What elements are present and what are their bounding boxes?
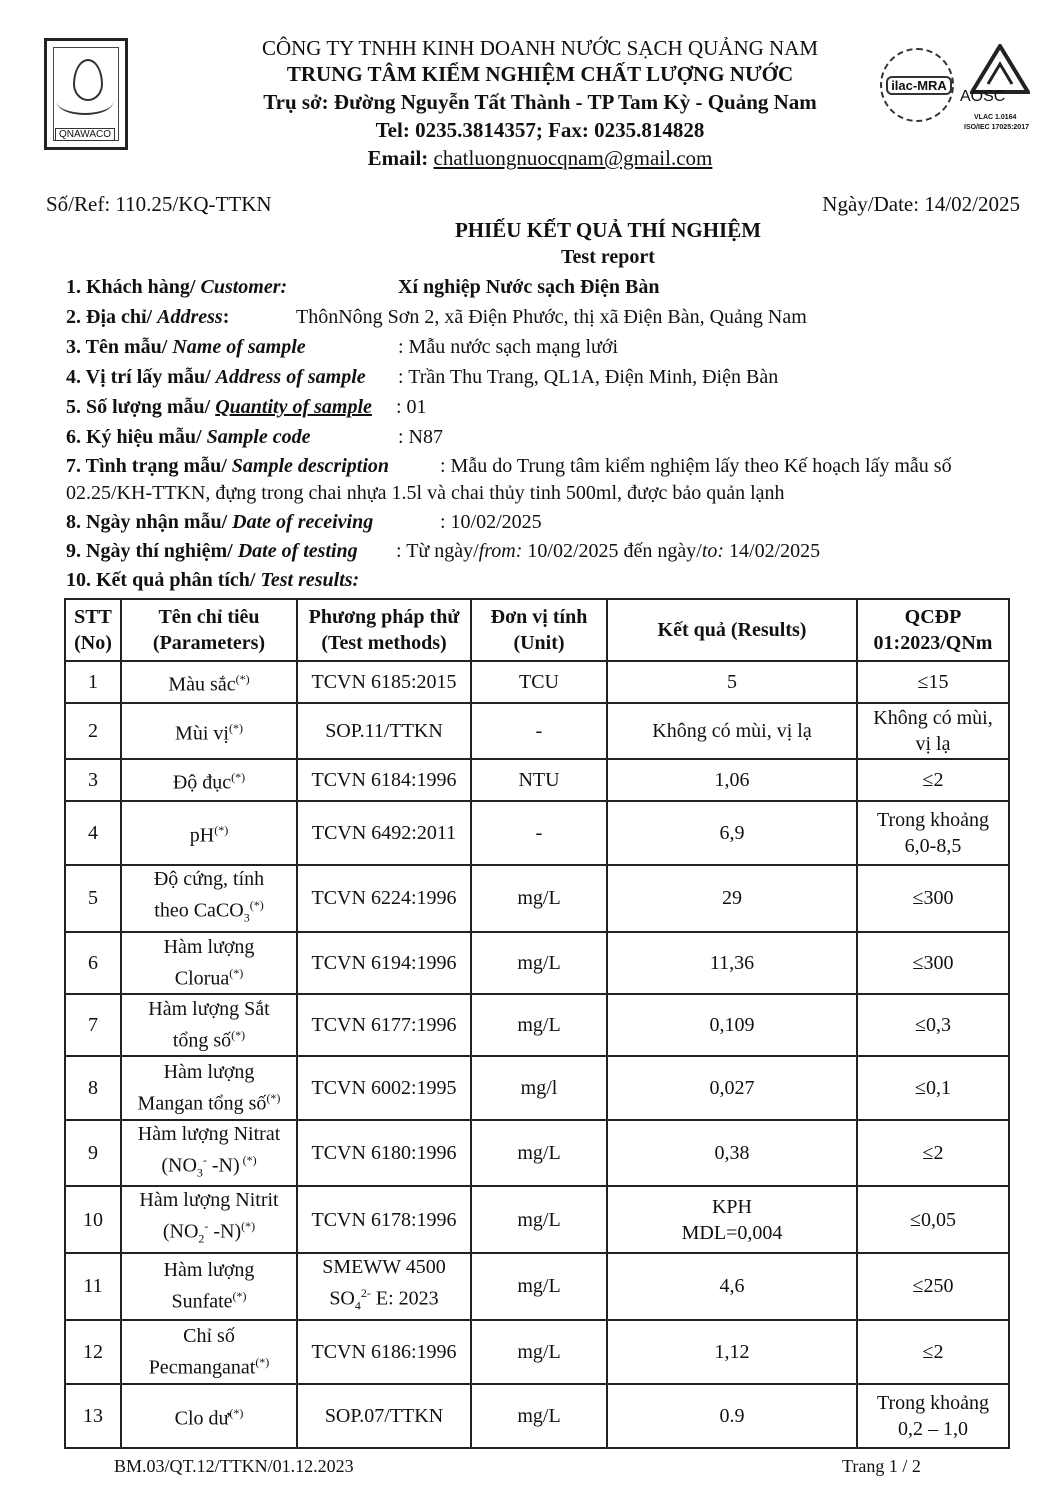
sample-description-value-2: 02.25/KH-TTKN, đựng trong chai nhựa 1.5l và chai thủy tinh 500ml, được bảo quản lạnh	[66, 482, 785, 504]
cell-result: 1,12	[607, 1320, 857, 1384]
company-name: CÔNG TY TNHH KINH DOANH NƯỚC SẠCH QUẢNG NAM	[261, 36, 819, 60]
table-row	[65, 1186, 1009, 1253]
cell-unit: mg/L	[471, 932, 607, 994]
aosc-text: AOSC	[960, 88, 1006, 105]
customer-value: Xí nghiệp Nước sạch Điện Bàn	[398, 276, 660, 298]
ilac-text: ilac-MRA	[886, 76, 952, 95]
cell-unit: mg/L	[471, 1320, 607, 1384]
cell-no: 9	[65, 1120, 121, 1187]
testing-date-value: : Từ ngày/from: 10/02/2025 đến ngày/to: 14/02/2025	[396, 540, 821, 562]
cell-method: SMEWW 4500 $SO_4^{2-}$ E: 2023	[297, 1253, 471, 1320]
customer-label: 1. Khách hàng/ Customer:	[66, 276, 288, 298]
cell-standard: ≤300	[857, 932, 1009, 994]
cell-parameter: Mùi vị(*)	[121, 703, 297, 759]
center-logo	[44, 38, 128, 150]
cell-parameter: Màu sắc(*)	[121, 661, 297, 703]
sample-quantity-value: : 01	[396, 396, 427, 418]
sample-description-label: 7. Tình trạng mẫu/ Sample description	[66, 455, 390, 477]
sample-location-value: : Trần Thu Trang, QL1A, Điện Minh, Điện Bàn	[398, 366, 779, 388]
cell-parameter: Hàm lượng Sắt tổng số(*)	[121, 994, 297, 1056]
cell-no: 3	[65, 759, 121, 801]
aosc-logo	[960, 44, 1040, 134]
table-header-row	[65, 599, 1009, 661]
cell-result: 0,38	[607, 1120, 857, 1187]
sample-code-label: 6. Ký hiệu mẫu/ Sample code	[66, 426, 311, 448]
cell-no: 11	[65, 1253, 121, 1320]
cell-standard: ≤2	[857, 1120, 1009, 1187]
cell-standard: ≤300	[857, 865, 1009, 932]
cell-method: TCVN 6492:2011	[297, 801, 471, 865]
email-label: Email:	[367, 146, 434, 170]
cell-result: Không có mùi, vị lạ	[607, 703, 857, 759]
cell-result: 1,06	[607, 759, 857, 801]
cell-no: 6	[65, 932, 121, 994]
table-row	[65, 994, 1009, 1056]
cell-no: 13	[65, 1384, 121, 1448]
testing-date-label: 9. Ngày thí nghiệm/ Date of testing	[66, 540, 358, 562]
cell-standard: Không có mùi, vị lạ	[857, 703, 1009, 759]
cell-method: TCVN 6186:1996	[297, 1320, 471, 1384]
results-table	[64, 598, 1010, 1449]
table-row	[65, 759, 1009, 801]
ilac-mra-logo	[880, 48, 954, 122]
table-row	[65, 1320, 1009, 1384]
report-subtitle: Test report	[561, 246, 655, 268]
cell-result: 6,9	[607, 801, 857, 865]
header-standard: QCĐP 01:2023/QNm	[857, 599, 1009, 661]
cell-no: 8	[65, 1056, 121, 1120]
report-date: Ngày/Date: 14/02/2025	[822, 192, 1020, 216]
header-parameters: Tên chỉ tiêu (Parameters)	[121, 599, 297, 661]
sample-code-value: : N87	[398, 426, 443, 448]
receiving-date-label: 8. Ngày nhận mẫu/ Date of receiving	[66, 511, 374, 533]
cell-no: 4	[65, 801, 121, 865]
email-line	[140, 146, 940, 171]
cell-parameter: Độ đục(*)	[121, 759, 297, 801]
cell-result: 0,027	[607, 1056, 857, 1120]
leaf-icon	[57, 89, 113, 115]
table-row	[65, 703, 1009, 759]
report-title: PHIẾU KẾT QUẢ THÍ NGHIỆM	[454, 218, 762, 242]
table-row	[65, 865, 1009, 932]
cell-unit: mg/L	[471, 865, 607, 932]
receiving-date-value: : 10/02/2025	[440, 511, 542, 533]
cell-standard: ≤2	[857, 759, 1009, 801]
table-row	[65, 932, 1009, 994]
form-code: BM.03/QT.12/TTKN/01.12.2023	[114, 1456, 354, 1476]
cell-no: 5	[65, 865, 121, 932]
aosc-iso: ISO/IEC 17025:2017	[964, 124, 1029, 131]
cell-standard: ≤0,1	[857, 1056, 1009, 1120]
cell-method: TCVN 6224:1996	[297, 865, 471, 932]
cell-result: 5	[607, 661, 857, 703]
cell-unit: mg/L	[471, 1253, 607, 1320]
cell-result: 11,36	[607, 932, 857, 994]
cell-no: 2	[65, 703, 121, 759]
center-name: TRUNG TÂM KIỂM NGHIỆM CHẤT LƯỢNG NƯỚC	[286, 62, 794, 86]
cell-parameter: Hàm lượng Nitrit ($NO_2^-$ -N)(*)	[121, 1186, 297, 1253]
address-value: ThônNông Sơn 2, xã Điện Phước, thị xã Điện Bàn, Quảng Nam	[296, 306, 807, 328]
cell-standard: ≤0,05	[857, 1186, 1009, 1253]
cell-unit: TCU	[471, 661, 607, 703]
cell-parameter: Hàm lượng Mangan tổng số(*)	[121, 1056, 297, 1120]
cell-parameter: Clo dư(*)	[121, 1384, 297, 1448]
sample-quantity-label: 5. Số lượng mẫu/ Quantity of sample	[66, 396, 372, 418]
cell-method: TCVN 6177:1996	[297, 994, 471, 1056]
table-row	[65, 1384, 1009, 1448]
head-office-address: Trụ sở: Đường Nguyễn Tất Thành - TP Tam Kỳ - Quảng Nam	[263, 90, 817, 114]
cell-unit: -	[471, 703, 607, 759]
cell-unit: NTU	[471, 759, 607, 801]
cell-standard: ≤0,3	[857, 994, 1009, 1056]
cell-no: 12	[65, 1320, 121, 1384]
email-link[interactable]: chatluongnuocqnam@gmail.com	[433, 146, 713, 170]
cell-method: TCVN 6178:1996	[297, 1186, 471, 1253]
cell-parameter: Hàm lượng Clorua(*)	[121, 932, 297, 994]
cell-standard: Trong khoảng 6,0-8,5	[857, 801, 1009, 865]
sample-description-value-1: : Mẫu do Trung tâm kiểm nghiệm lấy theo Kế hoạch lấy mẫu số	[440, 455, 952, 477]
cell-standard: ≤15	[857, 661, 1009, 703]
cell-unit: mg/l	[471, 1056, 607, 1120]
reference-number: Số/Ref: 110.25/KQ-TTKN	[46, 192, 272, 216]
header-unit: Đơn vị tính (Unit)	[471, 599, 607, 661]
cell-standard: ≤250	[857, 1253, 1009, 1320]
aosc-vlac: VLAC 1.0164	[974, 114, 1017, 121]
cell-no: 10	[65, 1186, 121, 1253]
address-label: 2. Địa chỉ/ Address:	[66, 306, 230, 328]
cell-method: TCVN 6185:2015	[297, 661, 471, 703]
sample-name-value: : Mẫu nước sạch mạng lưới	[398, 336, 619, 358]
page-number: Trang 1 / 2	[842, 1456, 921, 1476]
cell-method: SOP.07/TTKN	[297, 1384, 471, 1448]
cell-unit: mg/L	[471, 994, 607, 1056]
header-results: Kết quả (Results)	[607, 599, 857, 661]
cell-result: 29	[607, 865, 857, 932]
cell-result: KPH MDL=0,004	[607, 1186, 857, 1253]
cell-unit: -	[471, 801, 607, 865]
cell-standard: ≤2	[857, 1320, 1009, 1384]
cell-parameter: pH(*)	[121, 801, 297, 865]
phone-fax: Tel: 0235.3814357; Fax: 0235.814828	[375, 118, 705, 142]
sample-location-label: 4. Vị trí lấy mẫu/ Address of sample	[66, 366, 366, 388]
cell-standard: Trong khoảng 0,2 – 1,0	[857, 1384, 1009, 1448]
table-row	[65, 661, 1009, 703]
cell-no: 1	[65, 661, 121, 703]
cell-unit: mg/L	[471, 1384, 607, 1448]
table-row	[65, 1120, 1009, 1187]
cell-result: 0,109	[607, 994, 857, 1056]
cell-unit: mg/L	[471, 1186, 607, 1253]
cell-method: TCVN 6180:1996	[297, 1120, 471, 1187]
cell-method: TCVN 6184:1996	[297, 759, 471, 801]
cell-parameter: Hàm lượng Sunfate(*)	[121, 1253, 297, 1320]
table-row	[65, 801, 1009, 865]
header-stt: STT (No)	[65, 599, 121, 661]
cell-method: TCVN 6194:1996	[297, 932, 471, 994]
cell-parameter: Độ cứng, tính theo CaCO$_3$(*)	[121, 865, 297, 932]
cell-parameter: Hàm lượng Nitrat ($NO_3^-$ -N) (*)	[121, 1120, 297, 1187]
cell-no: 7	[65, 994, 121, 1056]
test-results-label: 10. Kết quả phân tích/ Test results:	[66, 569, 360, 591]
table-row	[65, 1056, 1009, 1120]
header-methods: Phương pháp thử (Test methods)	[297, 599, 471, 661]
cell-unit: mg/L	[471, 1120, 607, 1187]
cell-parameter: Chỉ số Pecmanganat(*)	[121, 1320, 297, 1384]
aosc-triangle-icon	[970, 44, 1030, 94]
sample-name-label: 3. Tên mẫu/ Name of sample	[66, 336, 306, 358]
cell-result: 0.9	[607, 1384, 857, 1448]
logo-brand-text: QNAWACO	[55, 128, 115, 141]
cell-result: 4,6	[607, 1253, 857, 1320]
cell-method: TCVN 6002:1995	[297, 1056, 471, 1120]
table-row	[65, 1253, 1009, 1320]
cell-method: SOP.11/TTKN	[297, 703, 471, 759]
